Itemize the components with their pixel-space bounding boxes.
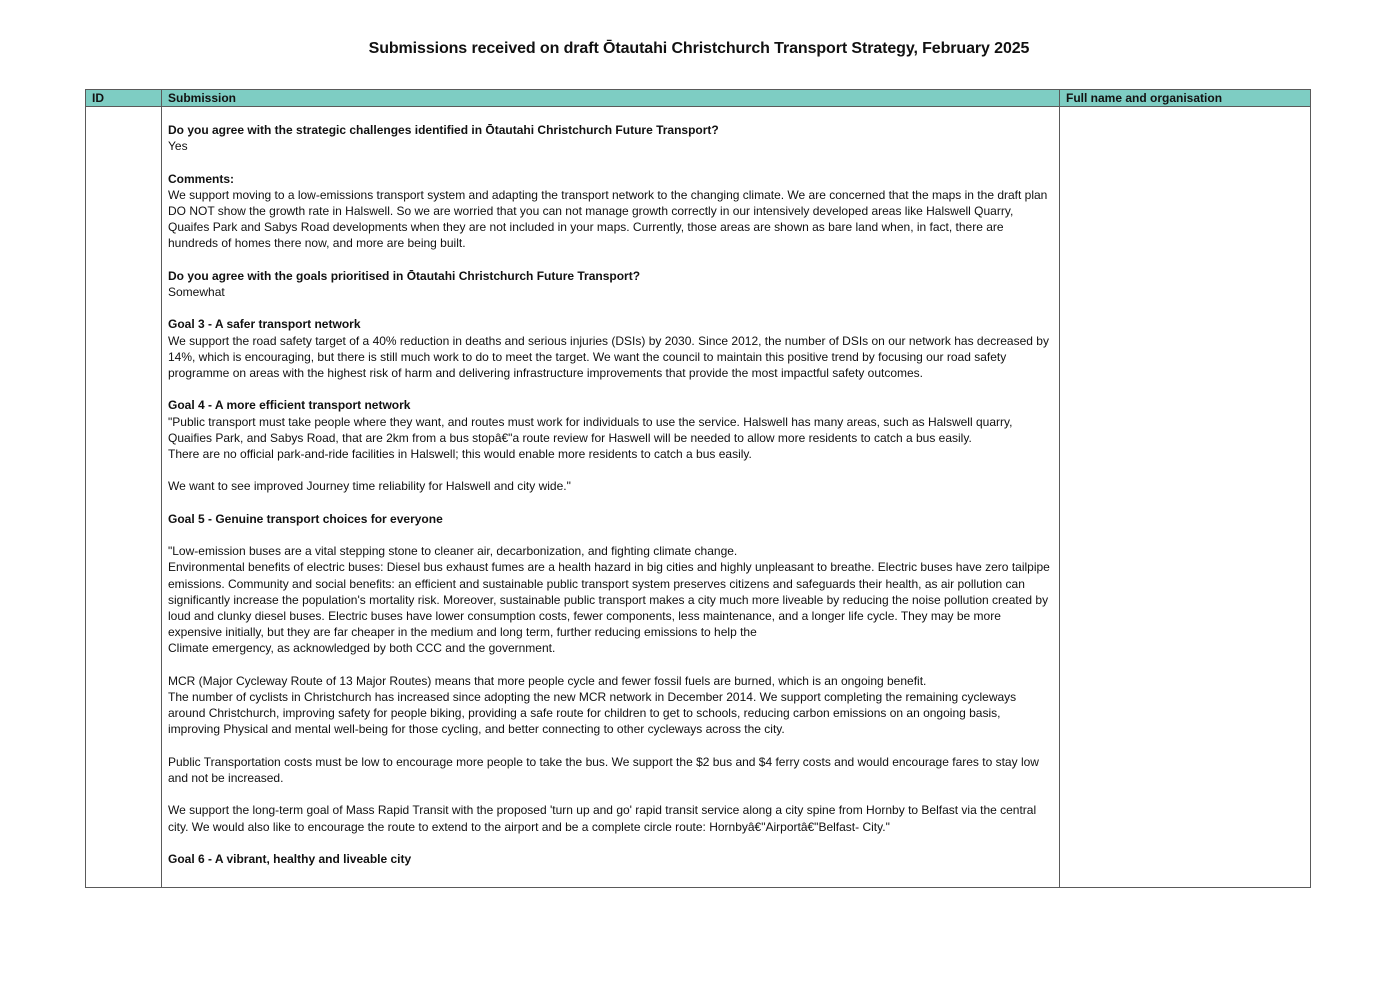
goal-6-block [168, 851, 1053, 867]
question-1-answer: Yes [168, 139, 188, 154]
comments-heading: Comments: [168, 171, 235, 186]
goal-4-heading: Goal 4 - A more efficient transport network [168, 398, 411, 413]
goal-5-text-2: MCR (Major Cycleway Route of 13 Major Routes) means that more people cycle and fewer fossil fuels are burned, which is an ongoing benefit. The number of cyclists in Christchurch has increased since adopting the new MCR network in December 2014. We support completing the remaining cycleways around Christchurch, improving safety for people biking, providing a safe route for children to get to schools, reducing carbon emissions on an ongoing basis, improving Physical and mental well-being for those cycling, and better connecting to other cycleways across the city. [168, 673, 1017, 737]
submission-content [162, 107, 1059, 867]
column-header-submission: Submission [162, 90, 1060, 107]
goal-6-heading: Goal 6 - A vibrant, healthy and liveable city [168, 851, 412, 866]
page-title: Submissions received on draft Ōtautahi Christchurch Transport Strategy, February 2025 [368, 40, 1030, 57]
goal-5-text-4: We support the long-term goal of Mass Rapid Transit with the proposed 'turn up and go' rapid transit service along a city spine from Hornby to Belfast via the central city. We would also like to encourage the route to extend to the airport and be a complete circle route: Hornbyâ€"Airportâ€"Belfast- City." [168, 803, 1037, 834]
cell-name [1060, 107, 1311, 888]
column-header-id: ID [86, 90, 162, 107]
question-2-heading: Do you agree with the goals prioritised in Ōtautahi Christchurch Future Transport? [168, 268, 641, 283]
question-1 [168, 122, 1053, 154]
goal-3-block [168, 316, 1053, 381]
goal-5-text-1: "Low-emission buses are a vital stepping stone to cleaner air, decarbonization, and fighting climate change. Environmental benefits of electric buses: Diesel bus exhaust fumes are a health hazard in big cities and highly unpleasant to breathe. Electric buses have zero tailpipe emissions. Community and social benefits: an efficient and sustainable public transport system preserves citizens and safeguards their health, as air pollution can significantly increase the population's mortality risk. Moreover, sustainable public transport makes a city much more liveable by reducing the noise pollution created by loud and clunky diesel buses. Electric buses have lower consumption costs, fewer components, less maintenance, and a longer life cycle. They may be more expensive initially, but they are far cheaper in the medium and long term, further reducing emissions to help the Climate emergency, as acknowledged by both CCC and the government. [168, 544, 1050, 656]
comments-text: We support moving to a low-emissions transport system and adapting the transport network to the changing climate. We are concerned that the maps in the draft plan DO NOT show the growth rate in Halswell. So we are worried that you can not manage growth correctly in our intensively developed areas like Halswell Quarry, Quaifes Park and Sabys Road developments when they are not included in your maps. Currently, those areas are shown as bare land when, in fact, there are hundreds of homes there now, and more are being built. [168, 187, 1048, 251]
goal-5-text-3: Public Transportation costs must be low to encourage more people to take the bus. We support the $2 bus and $4 ferry costs and would encourage fares to stay low and not be increased. [168, 754, 1039, 785]
goal-3-text: We support the road safety target of a 40% reduction in deaths and serious injuries (DSIs) by 2030. Since 2012, the number of DSIs on our network has decreased by 14%, which is encouraging, but there is still much work to do to meet the target. We want the council to maintain this positive trend by focusing our road safety programme on areas with the highest risk of harm and delivering infrastructure improvements that provide the most impactful safety outcomes. [168, 333, 1049, 380]
question-2 [168, 268, 1053, 300]
table-row [86, 107, 1311, 888]
goal-4-text-1: "Public transport must take people where they want, and routes must work for individuals to use the service. Halswell has many areas, such as Halswell quarry, Quaifies Park, and Sabys Road, that are 2km from a bus stopâ€"a route review for Haswell will be needed to allow more residents to catch a bus easily. There are no official park-and-ride facilities in Halswell; this would enable more residents to catch a bus easily. [168, 414, 1013, 461]
goal-5-heading-text: Goal 5 - Genuine transport choices for everyone [168, 511, 443, 526]
table-header-row [86, 90, 1311, 107]
comments-block [168, 171, 1053, 252]
column-header-name: Full name and organisation [1060, 90, 1311, 107]
cell-submission [162, 107, 1060, 888]
cell-id [86, 107, 162, 888]
question-2-answer: Somewhat [168, 285, 225, 299]
goal-4-block [168, 397, 1053, 462]
goal-4-text-2: We want to see improved Journey time reliability for Halswell and city wide." [168, 479, 571, 494]
goal-5-heading [168, 511, 1053, 527]
goal-3-heading: Goal 3 - A safer transport network [168, 317, 361, 332]
question-1-heading: Do you agree with the strategic challenges identified in Ōtautahi Christchurch Future Transport? [168, 123, 719, 137]
submissions-table [85, 89, 1311, 888]
